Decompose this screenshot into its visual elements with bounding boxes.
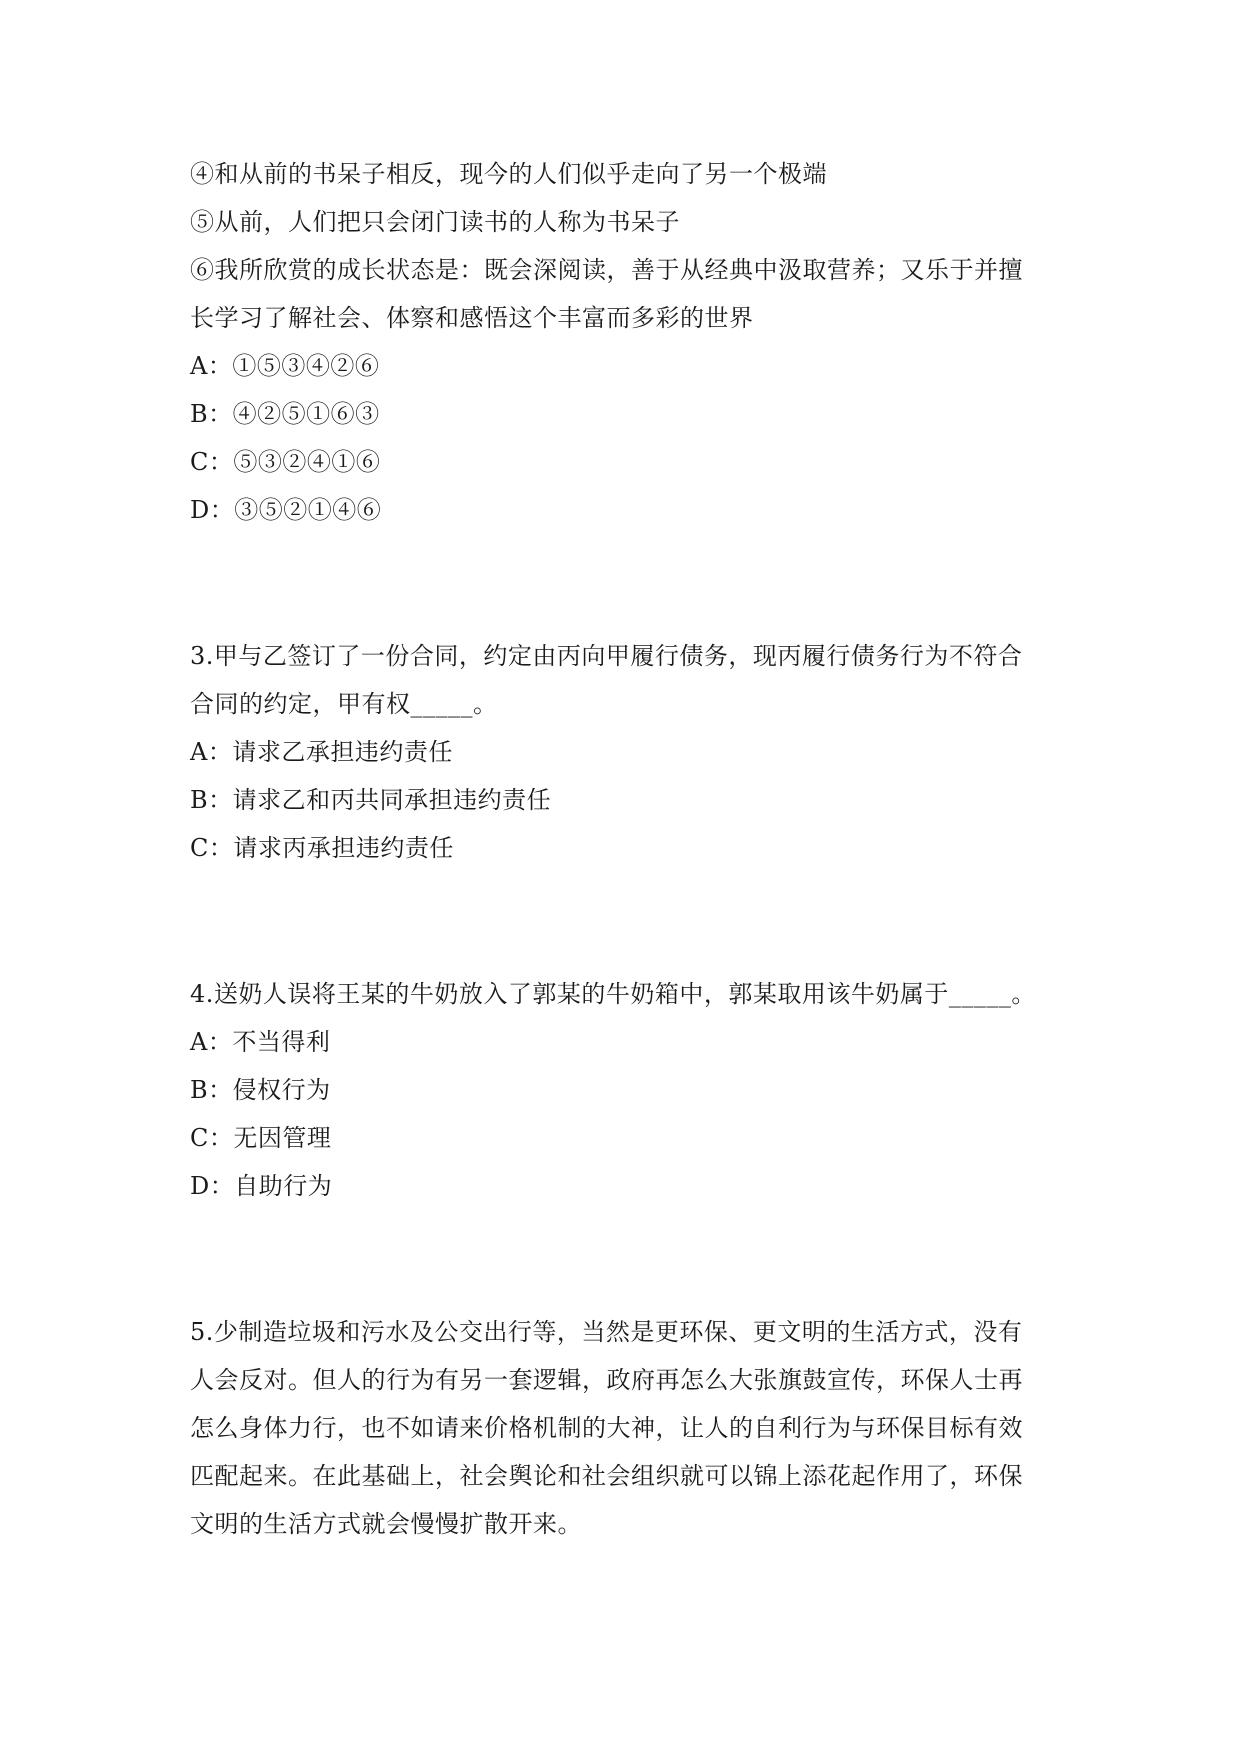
q5-stem-line-4: 匹配起来。在此基础上，社会舆论和社会组织就可以锦上添花起作用了，环保 <box>190 1462 1023 1490</box>
q5-stem-line-3: 怎么身体力行，也不如请来价格机制的大神，让人的自利行为与环保目标有效 <box>190 1414 1023 1442</box>
q5-stem-line-1: 5.少制造垃圾和污水及公交出行等，当然是更环保、更文明的生活方式，没有 <box>190 1318 1023 1346</box>
q4-option-d: D：自助行为 <box>190 1172 333 1200</box>
q3-option-a: A：请求乙承担违约责任 <box>190 738 453 766</box>
statement-6-line-2: 长学习了解社会、体察和感悟这个丰富而多彩的世界 <box>190 304 754 332</box>
q4-stem: 4.送奶人误将王某的牛奶放入了郭某的牛奶箱中，郭某取用该牛奶属于_____。 <box>190 980 1036 1008</box>
q4-option-b: B：侵权行为 <box>190 1076 331 1104</box>
q3-option-b: B：请求乙和丙共同承担违约责任 <box>190 786 552 814</box>
q4-option-a: A：不当得利 <box>190 1028 331 1056</box>
statement-4: ④和从前的书呆子相反，现今的人们似乎走向了另一个极端 <box>190 160 827 188</box>
statement-6-line-1: ⑥我所欣赏的成长状态是：既会深阅读，善于从经典中汲取营养；又乐于并擅 <box>190 256 1023 284</box>
statement-5: ⑤从前，人们把只会闭门读书的人称为书呆子 <box>190 208 680 236</box>
q2-option-d: D：③⑤②①④⑥ <box>190 496 382 524</box>
q2-option-c: C：⑤③②④①⑥ <box>190 448 381 476</box>
q2-option-b: B：④②⑤①⑥③ <box>190 400 380 428</box>
q5-stem-line-2: 人会反对。但人的行为有另一套逻辑，政府再怎么大张旗鼓宣传，环保人士再 <box>190 1366 1023 1394</box>
q3-option-c: C：请求丙承担违约责任 <box>190 834 454 862</box>
q3-stem-line-1: 3.甲与乙签订了一份合同，约定由丙向甲履行债务，现丙履行债务行为不符合 <box>190 642 1023 670</box>
q4-option-c: C：无因管理 <box>190 1124 332 1152</box>
q3-stem-line-2: 合同的约定，甲有权_____。 <box>190 690 498 718</box>
q2-option-a: A：①⑤③④②⑥ <box>190 352 380 380</box>
q5-stem-line-5: 文明的生活方式就会慢慢扩散开来。 <box>190 1510 582 1538</box>
